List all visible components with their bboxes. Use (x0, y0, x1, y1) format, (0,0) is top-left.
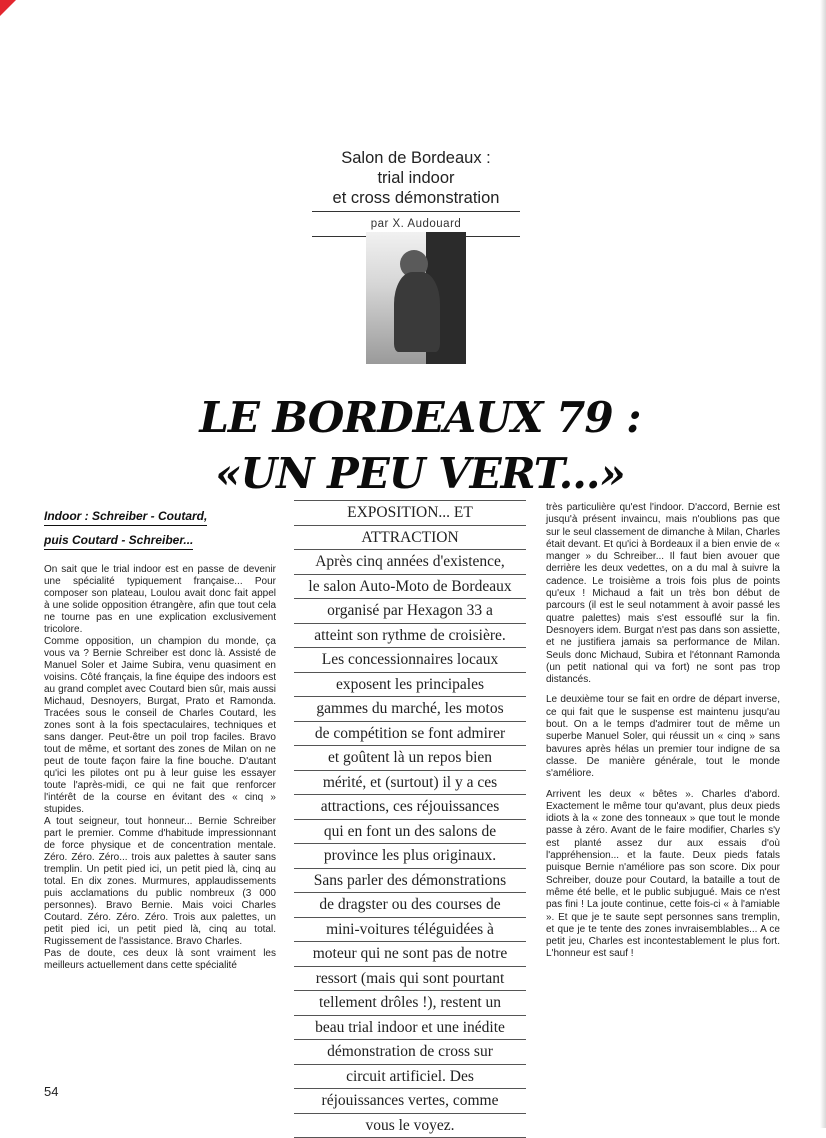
column-right-body (546, 502, 780, 961)
photo-body-shape (394, 272, 440, 352)
boxed-line: gammes du marché, les motos (294, 696, 526, 721)
boxed-line: EXPOSITION... ET (294, 500, 526, 525)
boxed-line: de dragster ou des courses de (294, 892, 526, 917)
boxed-line: réjouissances vertes, comme (294, 1088, 526, 1113)
boxed-line: ATTRACTION (294, 525, 526, 550)
boxed-line: mini-voitures téléguidées à (294, 917, 526, 942)
boxed-line: Après cinq années d'existence, (294, 549, 526, 574)
page-number: 54 (44, 1084, 58, 1099)
headline-line-1: LE BORDEAUX 79 : (100, 390, 740, 446)
boxed-line: moteur qui ne sont pas de notre (294, 941, 526, 966)
page-edge-shadow (820, 0, 826, 1128)
paragraph: Le deuxième tour se fait en ordre de départ inverse, ce qui fait que le suspense est maintenu jusqu'au bout. On a le temps d'admirer tout de même un superbe Manuel Soler, qui réussit un « cinq » sans bavures après hélas un premier tour indigne de sa classe. De manière générale, tout le monde s'améliore. (546, 694, 780, 780)
rider-photo (366, 232, 466, 364)
header-title-line-1: Salon de Bordeaux : (300, 148, 532, 168)
headline-line-2: «UN PEU VERT...» (100, 446, 740, 502)
boxed-line: circuit artificiel. Des (294, 1064, 526, 1089)
subtitle-line-1: Indoor : Schreiber - Coutard, (44, 507, 207, 526)
boxed-line: tellement drôles !), restent un (294, 990, 526, 1015)
boxed-line: et goûtent là un repos bien (294, 745, 526, 770)
paragraph: Arrivent les deux « bêtes ». Charles d'abord. Exactement le même tour qu'avant, plus deux pieds idiots à la « zone des tonneaux » que tout le monde passe à zéro. Avant de le faire modifier, Charles s'y est planté assez dur aux essais d'où l'appréhension... et la faute. Deux pieds fatals puisque Bernie n'améliore pas son score. Dix pour Schreiber, douze pour Coutard, la bataille a tout de même été belle, et le public subjugué. Mais ce n'est pas fini ! La joute continue, cette fois-ci « à l'amiable ». Et que je te saute sept personnes sans tremplin, et que je te tente des zones invraisemblables... A ce petit jeu, Charles est incontestablement le plus fort. L'honneur est sauf ! (546, 789, 780, 961)
column-center-boxed-text (294, 500, 526, 1138)
boxed-line: attractions, ces réjouissances (294, 794, 526, 819)
byline: par X. Audouard (300, 218, 532, 230)
boxed-line: le salon Auto-Moto de Bordeaux (294, 574, 526, 599)
boxed-line: qui en font un des salons de (294, 819, 526, 844)
boxed-line: mérité, et (surtout) il y a ces (294, 770, 526, 795)
paragraph: Comme opposition, un champion du monde, ça vous va ? Bernie Schreiber est donc là. Assisté de Manuel Soler et Jaime Subira, venu quasiment en voisins. Côté français, la fine équipe des indoors est au grand complet avec Coutard bien sûr, mais aussi Michaud, Desnoyers, Burgat, Prato et Ramonda. Tracées sous le conseil de Charles Coutard, les zones sont à la fois spectaculaires, techniques et sans danger. Peut-être un poil trop faciles. Bravo tout de même, et sortant des zones de Milan on ne peut de toute façon faire la fine bouche. D'autant qu'ici les pilotes ont pu à leur guise les essayer toute l'après-midi, ce qui ne fait que renforcer l'intérêt de la course en évitant des « cinq » stupides. (44, 636, 276, 816)
section-subtitle (44, 504, 276, 552)
column-right (546, 502, 780, 969)
boxed-text (294, 500, 526, 1138)
paragraph: très particulière qu'est l'indoor. D'accord, Bernie est jusqu'à présent invaincu, mais n'oublions pas que sur le seul classement de dimanche à Milan, Charles était devant. Et qu'ici à Bordeaux il a bien envie de « manger » du Schreiber... Il faut bien avouer que derrière les deux vedettes, on a du mal à suivre la cadence. Le troisième a trois fois plus de points qu'eux ! Michaud a fait un très bon début de parcours (il est le seul notamment à avoir passé les quatre palettes) mais s'est essouflé sur la fin. Desnoyers idem. Burgat n'est pas dans son assiette, et ne justifiera jamais sa performance de Milan. Seuls donc Michaud, Subira et l'étonnant Ramonda (un petit national qui va fort) ne sont pas trop distancés. (546, 502, 780, 686)
column-left (44, 504, 276, 972)
header-divider (312, 211, 520, 212)
boxed-line: organisé par Hexagon 33 a (294, 598, 526, 623)
corner-mark (0, 0, 16, 16)
headline (100, 390, 740, 502)
article-header (300, 148, 532, 237)
boxed-line: démonstration de cross sur (294, 1039, 526, 1064)
header-title-line-3: et cross démonstration (300, 188, 532, 208)
boxed-line: Les concessionnaires locaux (294, 647, 526, 672)
subtitle-line-2: puis Coutard - Schreiber... (44, 531, 193, 550)
column-left-body (44, 564, 276, 972)
boxed-line: vous le voyez. (294, 1113, 526, 1138)
boxed-line: Sans parler des démonstrations (294, 868, 526, 893)
header-title-line-2: trial indoor (300, 168, 532, 188)
paragraph: Pas de doute, ces deux là sont vraiment les meilleurs actuellement dans cette spécialité (44, 948, 276, 972)
paragraph: A tout seigneur, tout honneur... Bernie Schreiber part le premier. Comme d'habitude impressionnant de force physique et de concentration mentale. Zéro. Zéro. Zéro... trois aux palettes à sauter sans tremplin. Un petit pied ici, un petit pied là, cinq au total. En dix zones. Murmures, applaudissements puis acclamations du public nombreux (3 000 personnes). Bravo Bernie. Mais voici Charles Coutard. Zéro. Zéro. Zéro. Trois aux palettes, un petit pied ici, un petit pied là, cinq au total. Rugissement de l'assistance. Bravo Charles. (44, 816, 276, 948)
paragraph: On sait que le trial indoor est en passe de devenir une spécialité typiquement française... Pour composer son plateau, Loulou avait donc fait appel à une solide opposition étrangère, afin que tout cela ne tourne pas en une explication exclusivement tricolore. (44, 564, 276, 636)
boxed-line: province les plus originaux. (294, 843, 526, 868)
boxed-line: atteint son rythme de croisière. (294, 623, 526, 648)
boxed-line: beau trial indoor et une inédite (294, 1015, 526, 1040)
boxed-line: de compétition se font admirer (294, 721, 526, 746)
boxed-line: exposent les principales (294, 672, 526, 697)
boxed-line: ressort (mais qui sont pourtant (294, 966, 526, 991)
